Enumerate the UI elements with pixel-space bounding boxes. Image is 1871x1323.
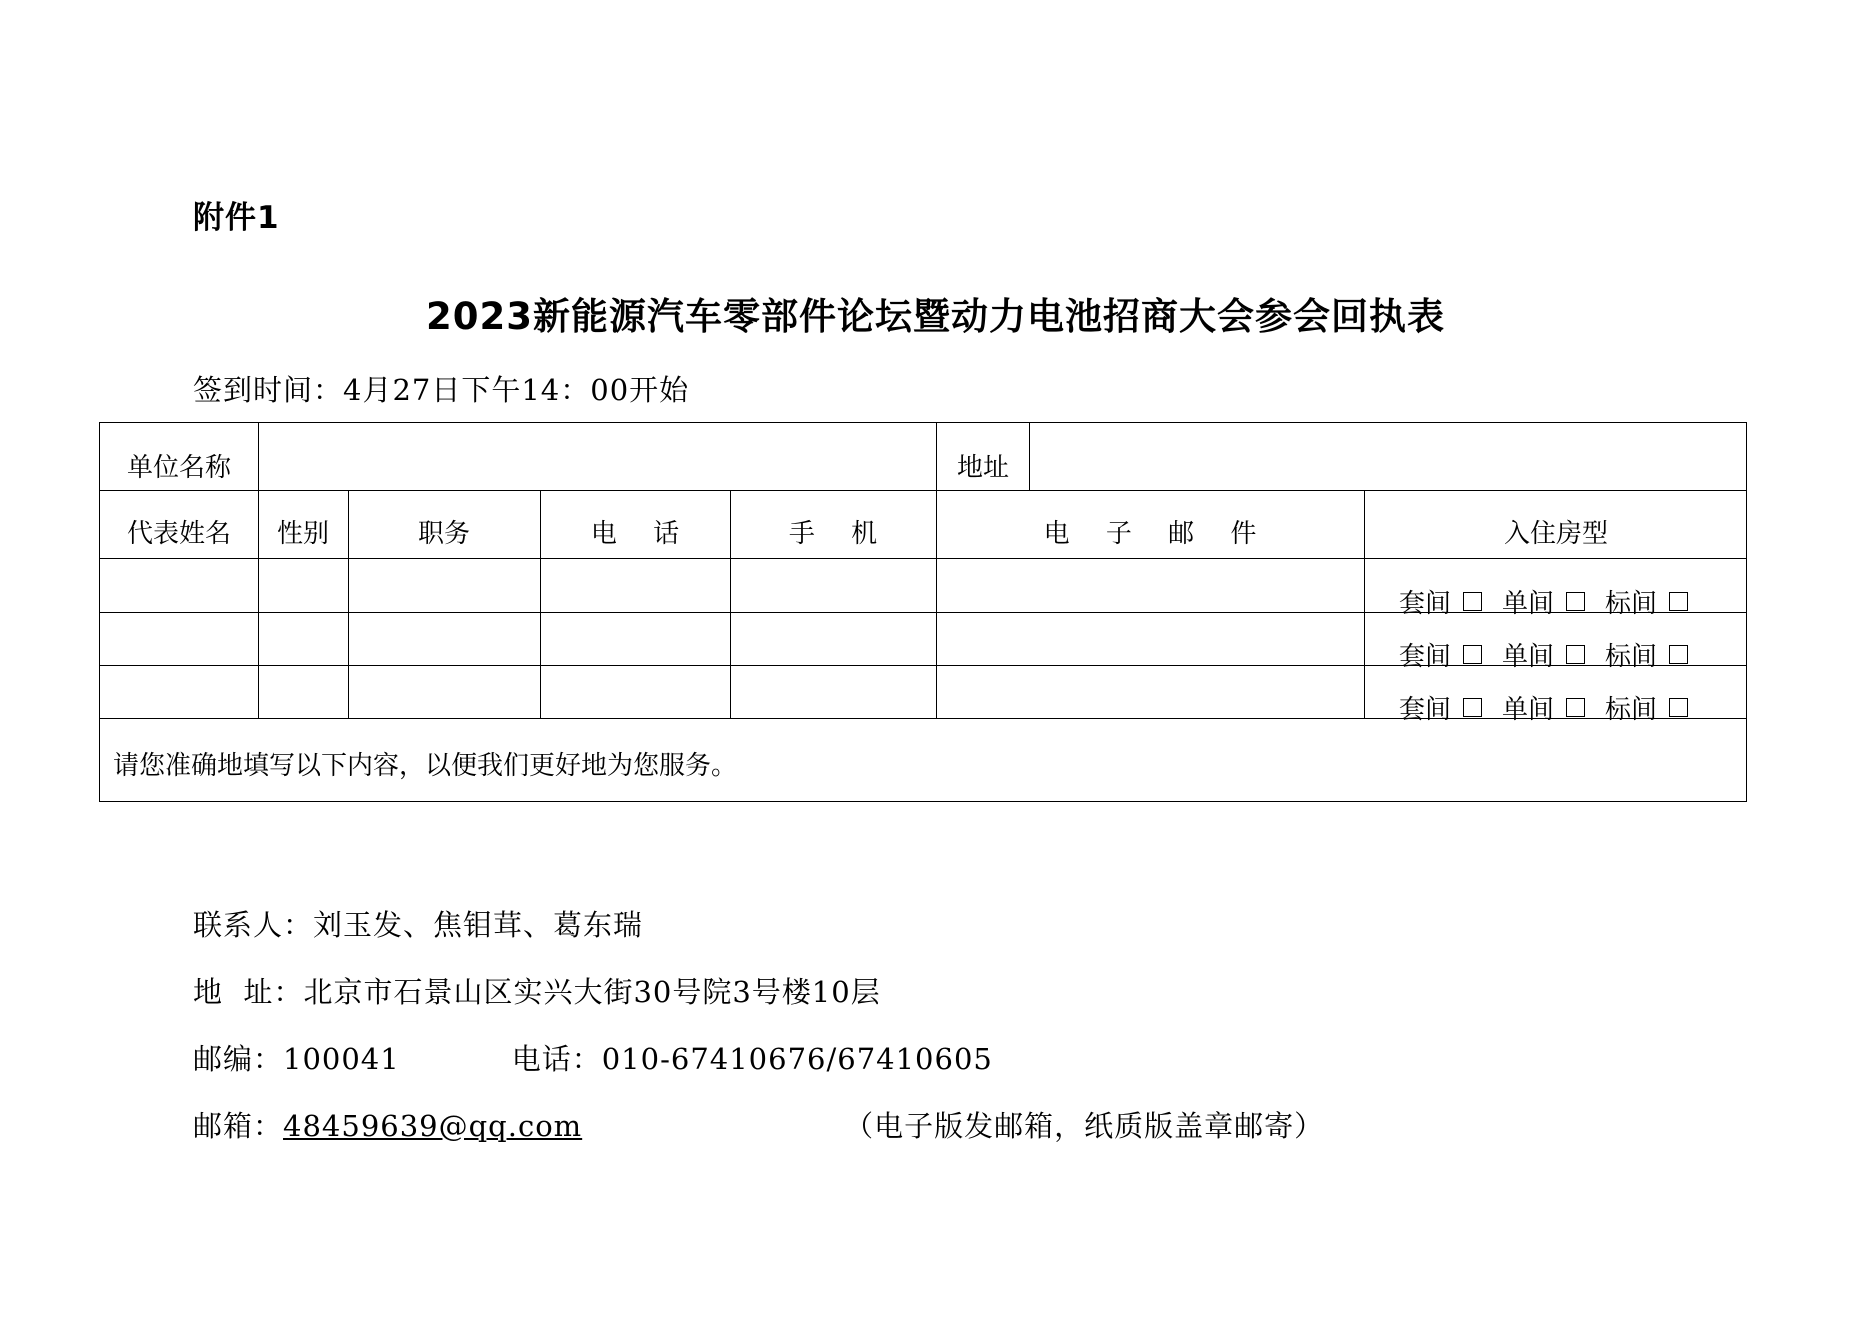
contact-people: 联系人：刘玉发、焦钼茸、葛东瑞 [193,908,644,942]
suite-label: 套间 [1399,695,1452,725]
registration-table [99,422,1747,802]
table-col-divider [348,490,349,718]
standard-label: 标间 [1605,695,1658,725]
table-col-divider [258,490,259,718]
room-options-row-2 [1399,636,1688,673]
table-col-divider [936,423,937,490]
single-label: 单间 [1502,695,1555,725]
header-room-type: 入住房型 [1503,519,1609,549]
contact-mailbox-label: 邮箱： [193,1109,284,1143]
contact-mailbox-note: （电子版发邮箱，纸质版盖章邮寄） [844,1109,1325,1143]
single-checkbox[interactable] [1566,592,1585,611]
unit-name-label: 单位名称 [126,453,232,483]
single-label: 单间 [1502,642,1555,672]
standard-checkbox[interactable] [1669,592,1688,611]
suite-checkbox[interactable] [1463,645,1482,664]
contact-phone: 电话：010-67410676/67410605 [511,1042,993,1076]
room-options-row-3 [1399,689,1688,726]
signin-time: 签到时间：4月27日下午14：00开始 [193,373,690,407]
suite-label: 套间 [1399,589,1452,619]
table-col-divider [540,490,541,718]
table-col-divider [730,490,731,718]
standard-label: 标间 [1605,589,1658,619]
table-row-divider [100,490,1746,491]
header-mobile: 手 机 [788,519,892,549]
contact-postcode: 邮编：100041 [193,1042,400,1076]
header-phone: 电 话 [590,519,694,549]
header-email: 电 子 邮 件 [1043,519,1271,549]
table-col-divider [936,490,937,718]
standard-checkbox[interactable] [1669,645,1688,664]
header-gender: 性别 [276,519,330,549]
single-checkbox[interactable] [1566,645,1585,664]
table-col-divider [1029,423,1030,490]
suite-checkbox[interactable] [1463,592,1482,611]
single-checkbox[interactable] [1566,698,1585,717]
address-label: 地址 [956,453,1010,483]
single-label: 单间 [1502,589,1555,619]
table-row-divider [100,558,1746,559]
suite-label: 套间 [1399,642,1452,672]
table-col-divider [258,423,259,490]
header-position: 职务 [417,519,471,549]
standard-label: 标间 [1605,642,1658,672]
contact-mailbox-line [193,1104,1324,1145]
table-col-divider [1364,490,1365,718]
standard-checkbox[interactable] [1669,698,1688,717]
attachment-label: 附件1 [193,200,280,236]
room-options-row-1 [1399,583,1688,620]
header-name: 代表姓名 [126,519,232,549]
table-note: 请您准确地填写以下内容，以便我们更好地为您服务。 [113,751,738,781]
contact-postcode-phone [193,1037,993,1078]
contact-address-line [193,970,881,1011]
suite-checkbox[interactable] [1463,698,1482,717]
form-title: 2023新能源汽车零部件论坛暨动力电池招商大会参会回执表 [426,295,1445,338]
contact-mailbox-link[interactable]: 48459639@qq.com [283,1109,583,1143]
contact-address: 北京市石景山区实兴大街30号院3号楼10层 [303,975,881,1009]
contact-address-label: 地 址： [193,975,304,1009]
